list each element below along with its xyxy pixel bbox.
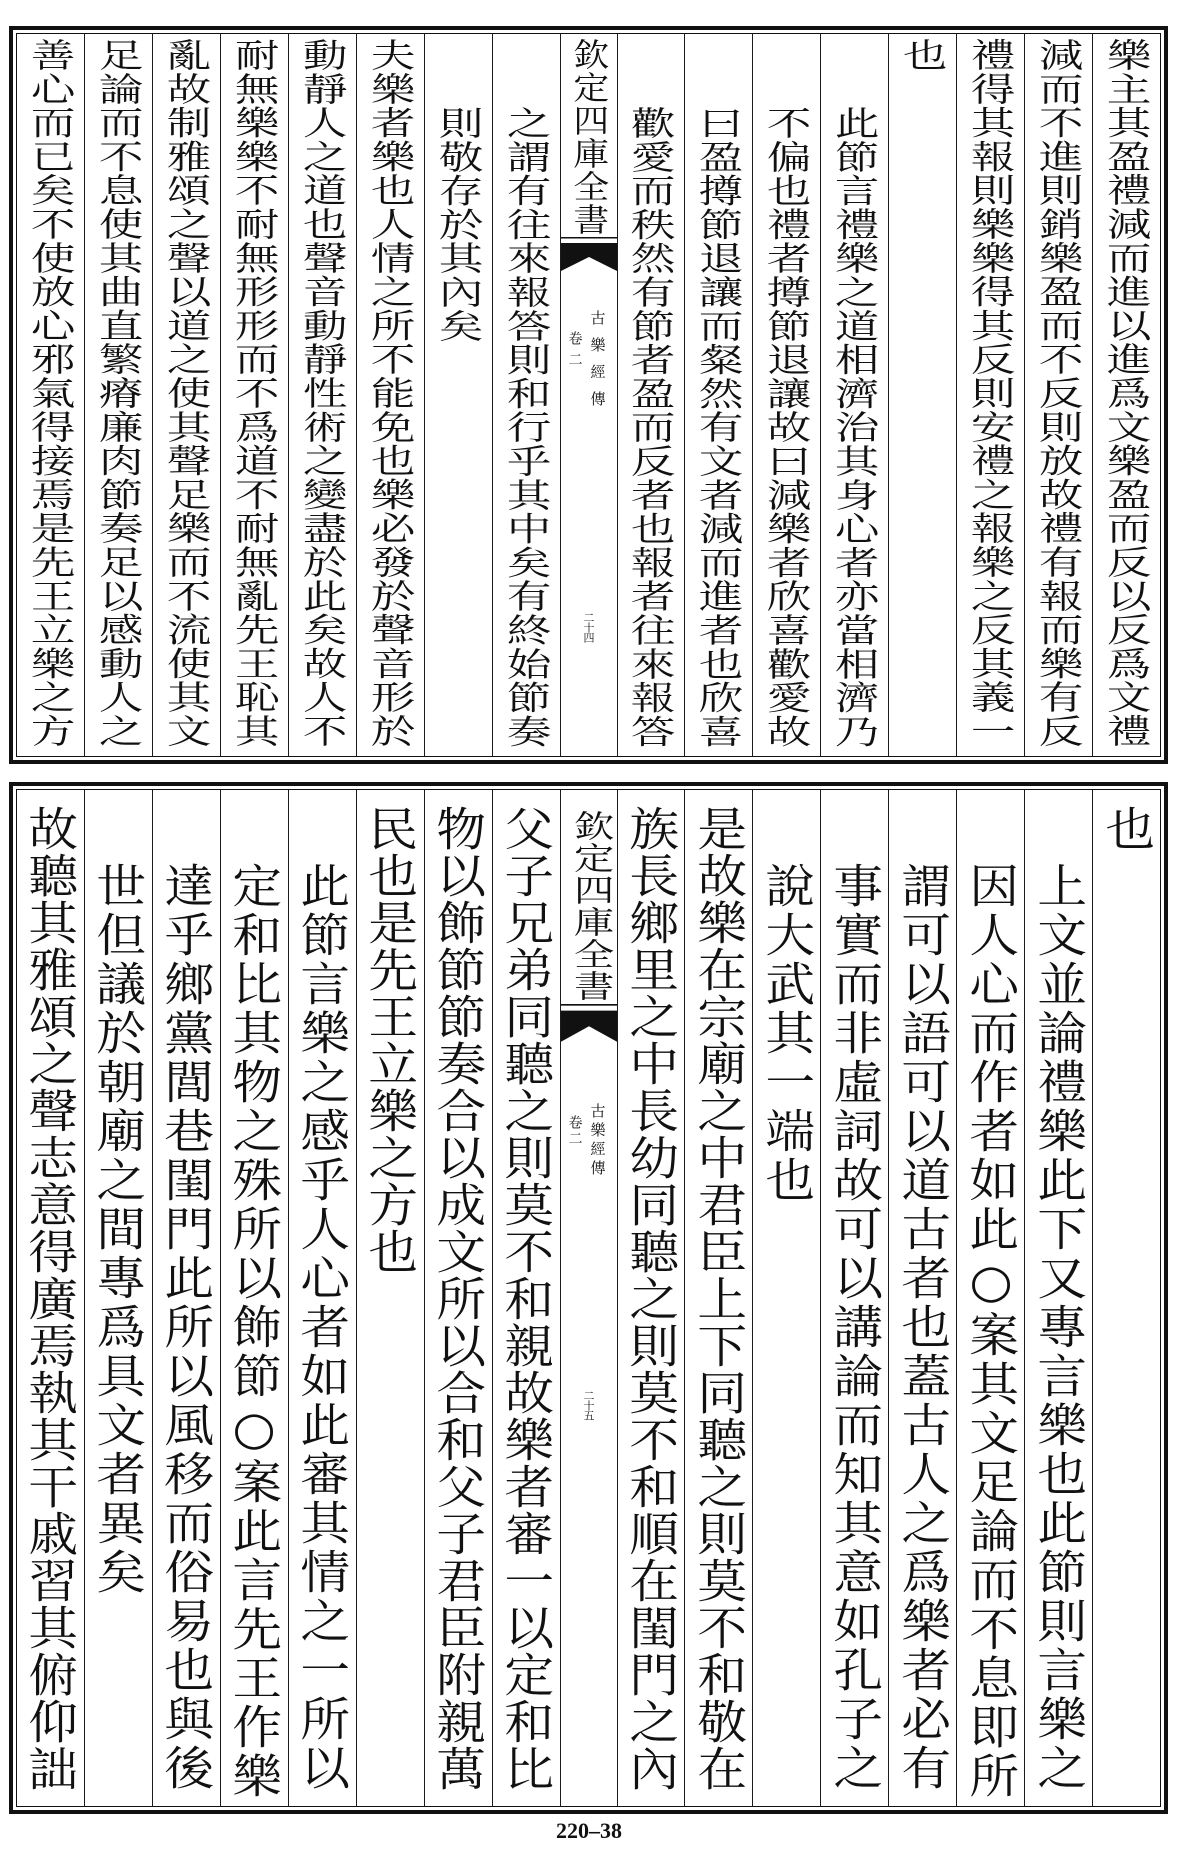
main-text-column — [1024, 34, 1092, 756]
column-text: 夫樂者樂也人情之所不能免也樂必發於聲音形於 — [363, 38, 417, 748]
column-text: 耐無樂樂不耐無形形而不爲道不耐無亂先王恥其 — [227, 38, 281, 748]
commentary-column — [424, 34, 492, 756]
commentary-column — [84, 790, 152, 1806]
main-text-column — [617, 790, 685, 1806]
center-fold — [560, 34, 617, 756]
column-text: 歡愛而秩然有節者盈而反者也報者往來報答 — [624, 105, 678, 748]
commentary-column — [820, 34, 888, 756]
commentary-column — [617, 34, 685, 756]
column-text: 不偏也禮者撙節退讓故曰減樂者欣喜歡愛故 — [760, 105, 814, 748]
fold-page-number: 二十五 — [582, 1390, 595, 1420]
column-text: 說大武其一端也 — [757, 862, 817, 1205]
column-text: 動靜人之道也聲音動靜性術之變盡於此矣故人不 — [295, 38, 349, 748]
column-text: 物以飾節節奏合以成文所以合和父子君臣附親萬 — [428, 805, 488, 1792]
main-text-column — [288, 34, 356, 756]
main-text-column — [17, 790, 84, 1806]
main-text-column — [956, 34, 1024, 756]
commentary-column — [152, 790, 220, 1806]
commentary-column — [956, 790, 1024, 1806]
main-text-column — [220, 34, 288, 756]
column-text: 族長鄉里之中長幼同聽之則莫不和順在閨門之內 — [621, 805, 681, 1792]
commentary-column — [752, 34, 820, 756]
leaf-frame — [16, 789, 1161, 1807]
main-text-column — [17, 34, 84, 756]
fold-title: 欽定四庫全書 — [567, 38, 610, 236]
commentary-column — [888, 790, 956, 1806]
column-text: 故聽其雅頌之聲志意得廣焉執其干戚習其俯仰詘 — [21, 805, 80, 1792]
fishtail-mark — [561, 237, 617, 273]
column-text: 也 — [1097, 805, 1156, 852]
commentary-column — [820, 790, 888, 1806]
upper-leaf — [9, 26, 1168, 764]
leaf-frame — [16, 33, 1161, 757]
column-text: 此節言樂之感乎人心者如此審其情之一所以 — [293, 862, 352, 1793]
fold-book-title: 古樂經傳 — [588, 1103, 607, 1179]
main-text-column — [1092, 34, 1160, 756]
column-text: 事實而非虛詞故可以講論而知其意如孔子之 — [825, 862, 884, 1793]
column-text: 謂可以語可以道古者也蓋古人之爲樂者必有 — [893, 862, 952, 1793]
column-text: 亂故制雅頌之聲以道之使其聲足樂而不流使其文 — [160, 38, 213, 748]
fishtail-mark — [561, 1004, 617, 1044]
column-text: 足論而不息使其曲直繁瘠廉肉節奏足以感動人之 — [92, 38, 145, 748]
column-text: 因人心而作者如此○案其文足論而不息即所 — [961, 862, 1020, 1801]
main-text-column — [84, 34, 152, 756]
commentary-column — [752, 790, 820, 1806]
main-text-column — [492, 790, 560, 1806]
column-text: 樂主其盈禮減而進以進爲文樂盈而反以反爲文禮 — [1100, 38, 1153, 748]
column-text: 之謂有往來報答則和行乎其中矣有終始節奏 — [499, 105, 553, 748]
column-text: 上文並論禮樂此下又專言樂也此節則言樂之 — [1029, 862, 1088, 1793]
column-text: 父子兄弟同聽之則莫不和親故樂者審一以定和比 — [496, 805, 556, 1792]
column-text: 是故樂在宗廟之中君臣上下同聽之則莫不和敬在 — [689, 805, 749, 1792]
column-text: 減而不進則銷樂盈而不反則放故禮有報而樂有反 — [1032, 38, 1085, 748]
column-text: 善心而已矣不使放心邪氣得接焉是先王立樂之方 — [24, 38, 77, 748]
main-text-column — [356, 790, 424, 1806]
fold-page-number: 二十四 — [582, 612, 595, 642]
fold-volume: 卷二 — [566, 1115, 583, 1147]
fold-book-title: 古樂經傳 — [588, 310, 607, 418]
column-text: 則敬存於其內矣 — [431, 105, 485, 343]
column-text: 定和比其物之殊所以飾節○案此言先王作樂 — [225, 862, 284, 1801]
center-fold — [560, 790, 617, 1806]
main-text-column — [888, 34, 956, 756]
column-text: 此節言禮樂之道相濟治其身心者亦當相濟乃 — [828, 105, 882, 748]
column-text: 禮得其報則樂樂得其反則安禮之報樂之反其義一 — [964, 38, 1017, 748]
main-text-column — [152, 34, 220, 756]
fold-volume: 卷二 — [566, 331, 583, 373]
main-text-column — [356, 34, 424, 756]
column-text: 曰盈撙節退讓而粲然有文者減而進者也欣喜 — [692, 105, 746, 748]
column-text: 達乎鄉黨閭巷閨門此所以風移而俗易也與後 — [157, 862, 216, 1793]
commentary-column — [684, 34, 752, 756]
commentary-column — [1024, 790, 1092, 1806]
commentary-column — [220, 790, 288, 1806]
fold-title: 欽定四庫全書 — [565, 810, 613, 1002]
commentary-column — [492, 34, 560, 756]
main-text-column — [684, 790, 752, 1806]
lower-leaf — [9, 782, 1168, 1814]
main-text-column — [1092, 790, 1160, 1806]
column-text: 也 — [896, 38, 950, 72]
commentary-column — [288, 790, 356, 1806]
column-text: 民也是先王立樂之方也 — [360, 805, 420, 1275]
main-text-column — [424, 790, 492, 1806]
footer-page-number: 220–38 — [556, 1818, 622, 1843]
column-text: 世但議於朝廟之間專爲具文者異矣 — [89, 862, 148, 1597]
